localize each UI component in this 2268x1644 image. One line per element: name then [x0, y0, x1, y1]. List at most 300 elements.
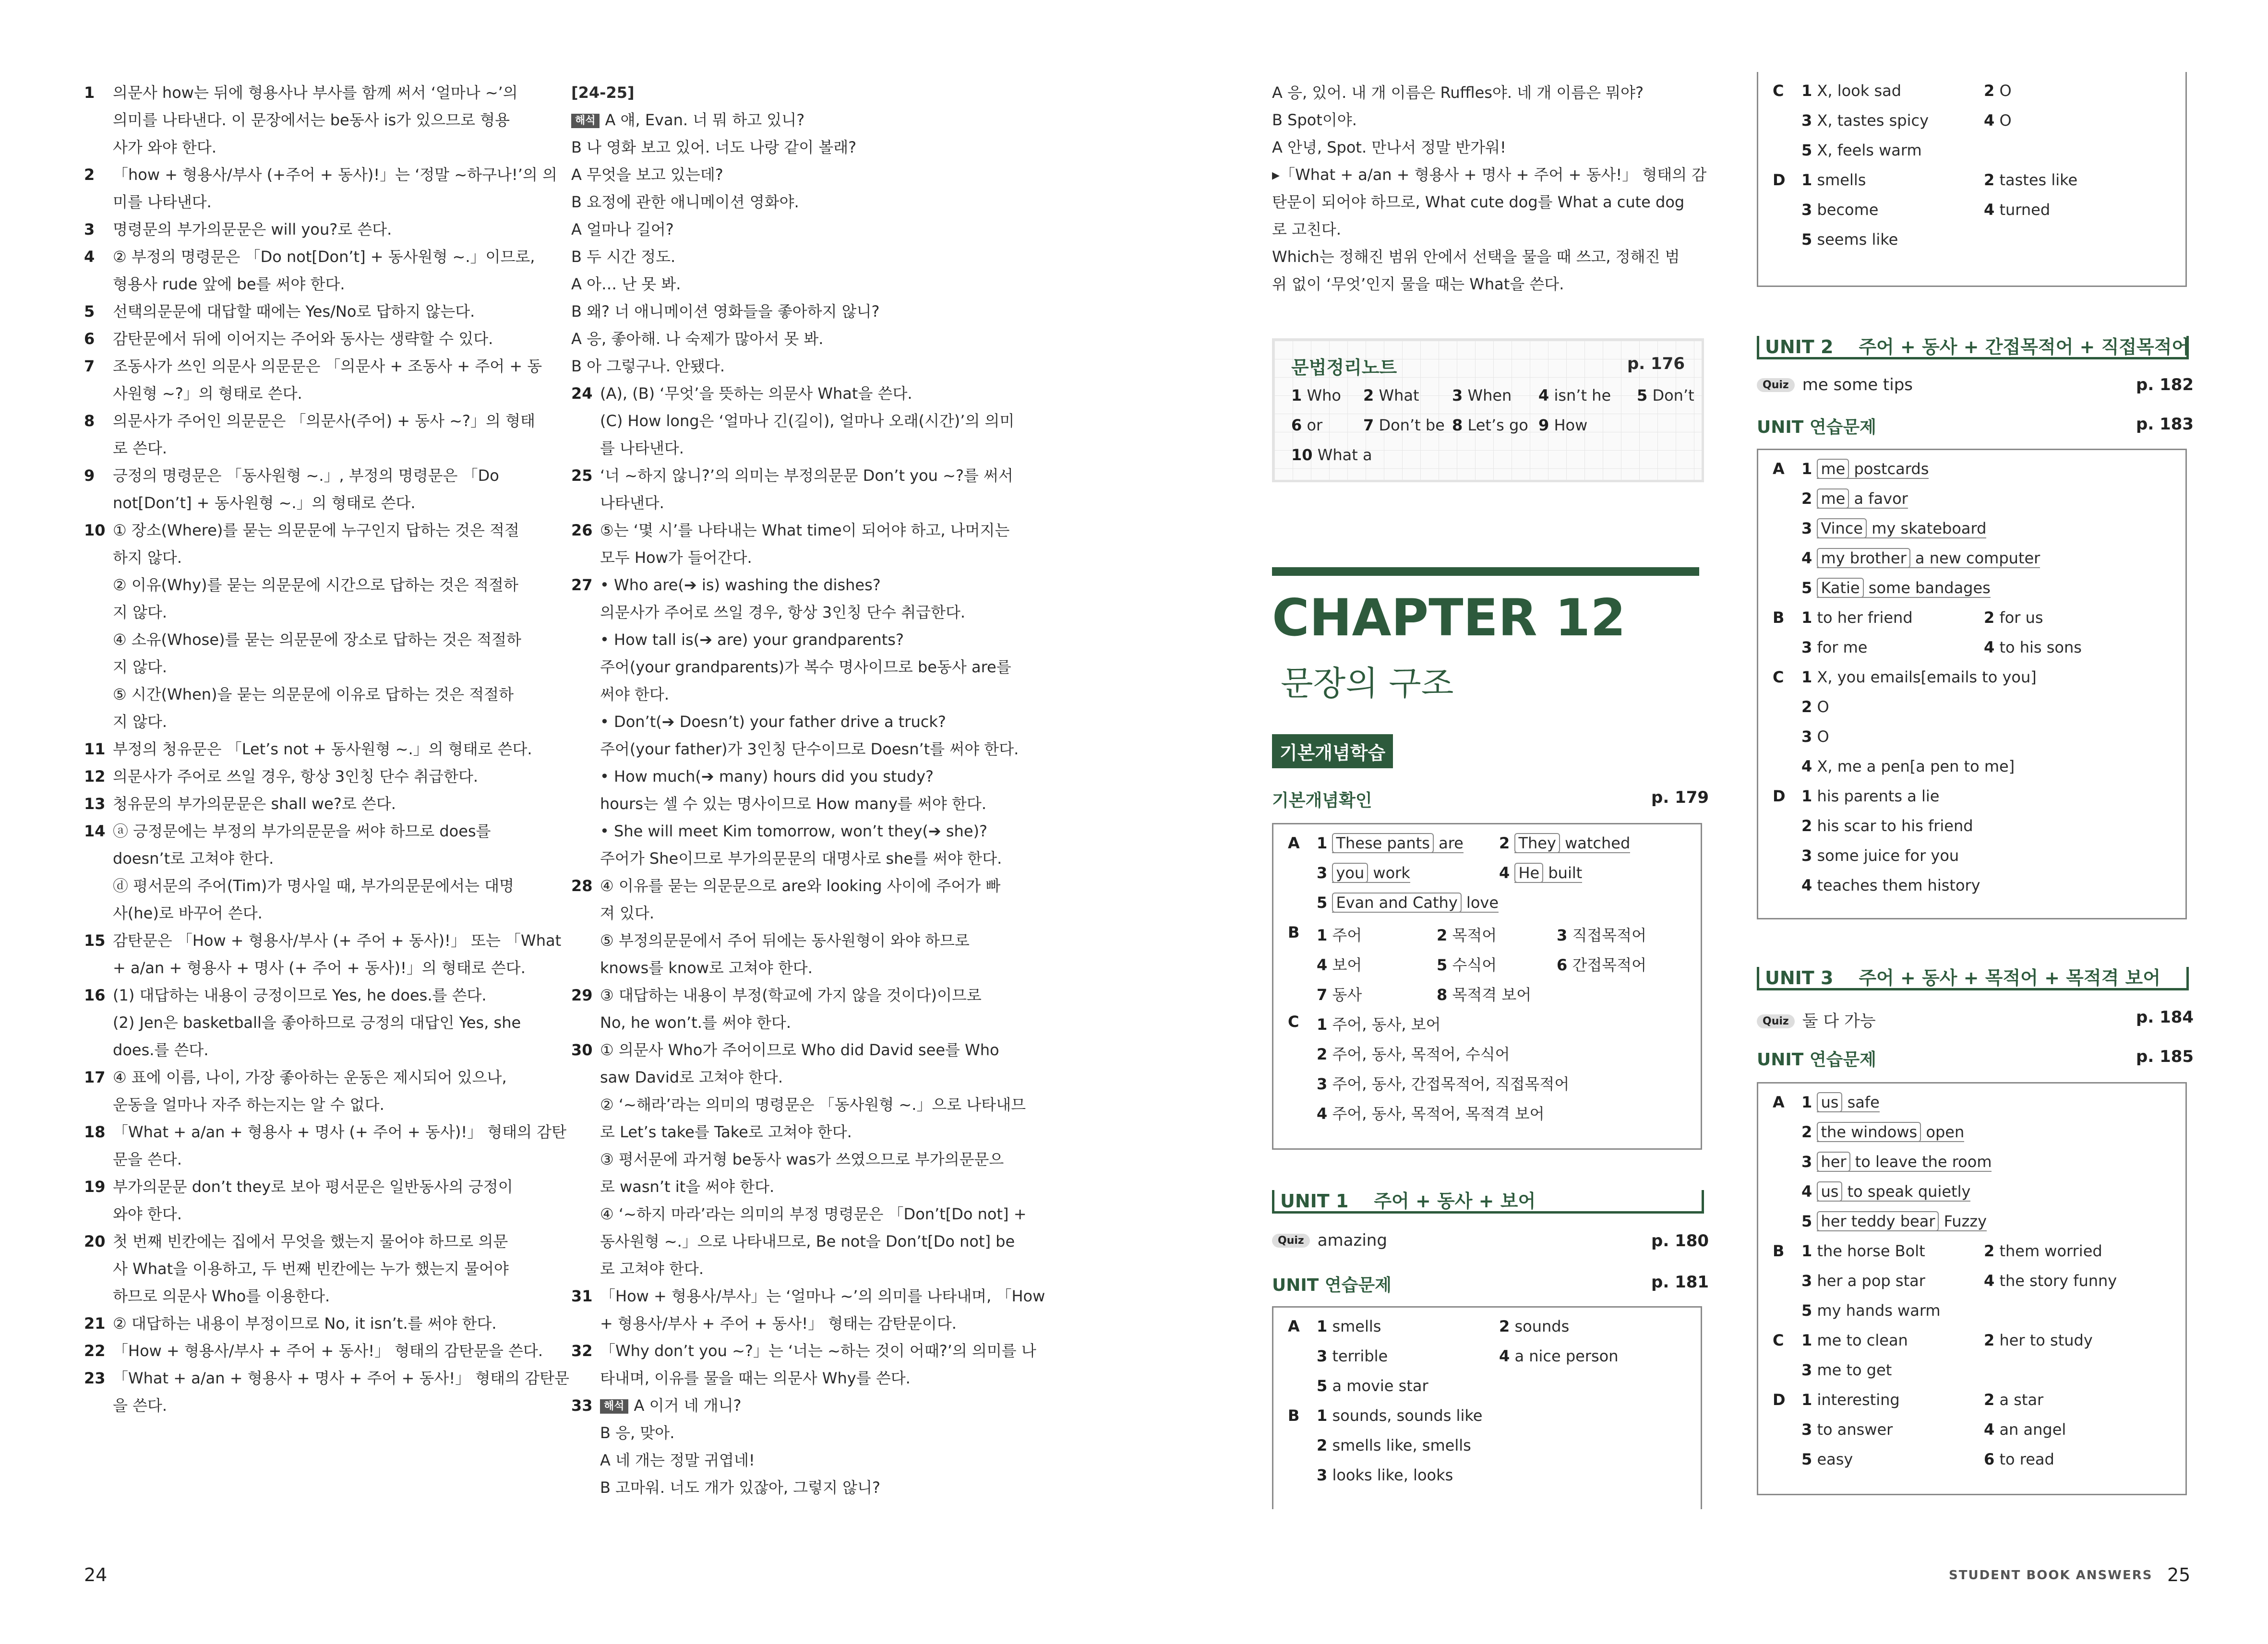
answer-line: 로 Let’s take를 Take로 고쳐야 한다. [600, 1123, 852, 1141]
answer-line: hours는 셀 수 있는 명사이므로 How many를 써야 한다. [600, 795, 987, 813]
answer-body [113, 982, 521, 1064]
underlined-answer [1817, 1182, 1970, 1202]
answer-number: 9 [84, 466, 95, 485]
item-number: 6 [1557, 956, 1568, 974]
item-number: 8 [1452, 416, 1463, 434]
answer-line: 조동사가 쓰인 의문사 의문문은 「의문사 + 조동사 + 주어 + 동 [113, 357, 542, 375]
answer-item [84, 353, 542, 407]
exercise-item [1801, 608, 1913, 627]
item-text: the story funny [1999, 1272, 2117, 1290]
answer-number: 14 [84, 822, 106, 840]
item-text: smells like, smells [1332, 1436, 1471, 1454]
answer-body [600, 1337, 1036, 1392]
item-text: to his sons [1999, 638, 2082, 656]
exercise-item [1984, 1391, 2043, 1409]
exercise-item [1801, 1272, 1925, 1290]
exercise-item [1801, 638, 1867, 656]
underlined-answer [1332, 834, 1463, 853]
grammar-summary-item [1538, 386, 1611, 405]
answer-number: 10 [84, 521, 106, 539]
item-text: a movie star [1332, 1377, 1428, 1395]
item-text: smells [1817, 171, 1866, 189]
item-text: 주어, 동사, 간접목적어, 직접목적어 [1332, 1075, 1570, 1093]
answer-line: 지 않다. [113, 658, 168, 676]
answer-line: 주어가 She이므로 부가의문문의 대명사로 she를 써야 한다. [600, 849, 1002, 868]
item-number: 6 [1984, 1450, 1995, 1468]
answer-body [600, 872, 1010, 982]
item-number: 3 [1317, 1347, 1328, 1365]
answer-number: 24 [571, 384, 593, 403]
item-text: them worried [1999, 1242, 2102, 1260]
answer-body [113, 353, 542, 407]
item-text: her to study [1999, 1331, 2093, 1349]
answer-line: 의문사가 주어인 의문문은 「의문사(주어) + 동사 ~?」의 형태 [113, 412, 535, 430]
underlined-answer [1514, 834, 1630, 853]
exercise-letter-C: C [1773, 668, 1784, 686]
item-text: for us [1999, 608, 2043, 627]
answer-number: 28 [571, 877, 593, 895]
answer-line: 명령문의 부가의문문은 will you?로 쓴다. [113, 220, 392, 238]
item-text: What a [1317, 446, 1372, 464]
item-text: X, feels warm [1817, 141, 1922, 159]
quiz-badge: Quiz [1757, 378, 1795, 392]
dialog-line: ▸「What + a/an + 형용사 + 명사 + 주어 + 동사!」 형태의 감 [1272, 166, 1707, 184]
verb-text: safe [1847, 1093, 1880, 1111]
underlined-answer [1817, 1212, 1987, 1231]
boxed-subject: They [1514, 833, 1560, 853]
item-text: 보어 [1332, 956, 1362, 974]
item-text: 주어, 동사, 목적어, 목적격 보어 [1332, 1105, 1545, 1123]
item-text: terrible [1332, 1347, 1388, 1365]
unit1-practice-page: p. 181 [1651, 1273, 1709, 1292]
dialog-line: 로 고친다. [1272, 220, 1341, 238]
underlined-answer [1332, 864, 1410, 883]
boxed-subject: my brother [1817, 548, 1910, 568]
exercise-item [1557, 953, 1646, 975]
item-number: 4 [1499, 1347, 1510, 1365]
answer-number: 33 [571, 1396, 593, 1415]
answer-item [84, 1310, 516, 1337]
answer-line: ⑤ 부정의문문에서 주어 뒤에는 동사원형이 와야 하므로 [600, 931, 970, 950]
answer-item [84, 298, 516, 325]
dialog-line: Which는 정해진 범위 안에서 선택을 물을 때 쓰고, 정해진 범 [1272, 248, 1680, 266]
answer-line: does.를 쓴다. [113, 1041, 209, 1059]
answer-item [571, 1392, 1010, 1501]
answer-line: 첫 번째 빈칸에는 집에서 무엇을 했는지 물어야 하므로 의문 [113, 1232, 508, 1251]
unit1-quiz [1272, 1231, 1387, 1250]
answer-line: knows를 know로 고쳐야 한다. [600, 959, 813, 977]
verb-text: a favor [1854, 489, 1908, 508]
item-number: 10 [1291, 446, 1313, 464]
answer-line: ② 이유(Why)를 묻는 의문문에 시간으로 답하는 것은 적절하 [113, 576, 518, 594]
exercise-item [1801, 1361, 1892, 1379]
item-number: 3 [1801, 1272, 1812, 1290]
answer-line: ⑤ 시간(When)을 묻는 의문문에 이유로 답하는 것은 적절하 [113, 685, 514, 703]
quiz-badge: Quiz [1272, 1234, 1310, 1248]
answer-item [84, 325, 516, 353]
underlined-answer [1332, 893, 1499, 913]
answer-line: ① 의문사 Who가 주어이므로 Who did David see를 Who [600, 1041, 999, 1059]
underlined-answer [1817, 549, 2040, 568]
answer-item [84, 1119, 567, 1173]
item-number: 1 [1291, 386, 1302, 405]
answer-line: ④ 표에 이름, 나이, 가장 좋아하는 운동은 제시되어 있으나, [113, 1068, 507, 1086]
verb-text: are [1439, 834, 1464, 852]
answer-line: 로 쓴다. [113, 439, 168, 457]
item-number: 2 [1363, 386, 1374, 405]
answer-line: ① 장소(Where)를 묻는 의문문에 누구인지 답하는 것은 적절 [113, 521, 519, 539]
item-number: 1 [1317, 1317, 1328, 1335]
item-number: 3 [1801, 111, 1812, 130]
exercise-letter-B: B [1288, 1406, 1300, 1425]
exercise-item [1317, 864, 1410, 882]
item-number: 1 [1801, 787, 1812, 805]
answer-line: 을 쓴다. [113, 1396, 168, 1415]
boxed-subject: Vince [1817, 518, 1867, 538]
answer-number: 20 [84, 1232, 106, 1251]
answer-line: ③ 대답하는 내용이 부정(학교에 가지 않을 것이다)이므로 [600, 986, 982, 1004]
answer-item [84, 407, 535, 462]
item-text: isn’t he [1554, 386, 1611, 405]
verb-text: love [1466, 893, 1499, 912]
item-number: 6 [1291, 416, 1302, 434]
answer-line: 감탄문에서 뒤에 이어지는 주어와 동사는 생략할 수 있다. [113, 330, 493, 348]
answer-body [113, 1119, 566, 1173]
exercise-item [1801, 549, 2040, 567]
item-text: easy [1817, 1450, 1853, 1468]
answer-number: 26 [571, 521, 593, 539]
answer-line: 로 wasn’t it을 써야 한다. [600, 1178, 775, 1196]
grammar-summary-box [1272, 338, 1704, 482]
answer-item [571, 1283, 1045, 1337]
item-number: 2 [1984, 1391, 1995, 1409]
item-number: 1 [1317, 834, 1328, 852]
unit2-subtitle: 주어 + 동사 + 간접목적어 + 직접목적어 [1859, 336, 2190, 357]
unit3-header [1757, 967, 2189, 990]
exercise-item [1499, 834, 1630, 852]
exercise-item [1984, 608, 2043, 627]
dialog-line: A 응, 있어. 내 개 이름은 Ruffles야. 네 개 이름은 뭐야? [1272, 83, 1644, 102]
exercise-item [1801, 757, 2015, 775]
grammar-summary-item [1637, 386, 1694, 405]
exercise-item [1984, 1450, 2054, 1468]
answer-line: 「How + 형용사/부사」는 ‘얼마나 ~’의 의미를 나타내며, 「How [600, 1287, 1045, 1305]
answer-line: ④ ‘~하지 마라’라는 의미의 부정 명령문은 「Don’t[Do not] + [600, 1205, 1027, 1223]
exercise-letter-A: A [1773, 1093, 1785, 1111]
answer-line: (C) How long은 ‘얼마나 긴(길이), 얼마나 오래(시간)’의 의미 [600, 412, 1015, 430]
item-number: 2 [1801, 817, 1812, 835]
item-number: 4 [1801, 549, 1812, 567]
item-number: 2 [1317, 1045, 1328, 1063]
item-text: X, tastes spicy [1817, 111, 1929, 130]
item-number: 2 [1984, 171, 1995, 189]
dialog-line: B Spot이야. [1272, 111, 1357, 129]
unit3-subtitle: 주어 + 동사 + 목적어 + 목적격 보어 [1859, 967, 2160, 989]
exercise-letter-B: B [1288, 923, 1300, 941]
answer-line: ② 대답하는 내용이 부정이므로 No, it isn’t.를 써야 한다. [113, 1314, 497, 1333]
answer-body [113, 298, 516, 325]
exercise-letter-A: A [1288, 834, 1300, 852]
item-text: O [1999, 82, 2012, 100]
unit1-quiz-answer: amazing [1317, 1231, 1387, 1250]
exercise-item [1801, 668, 2037, 686]
footer-label: STUDENT BOOK ANSWERS [1949, 1568, 2153, 1583]
item-number: 1 [1801, 1242, 1812, 1260]
verb-text: built [1548, 864, 1583, 882]
answer-item [84, 517, 521, 736]
answer-line: + a/an + 형용사 + 명사 (+ 주어 + 동사)!」의 형태로 쓴다. [113, 959, 526, 977]
answer-number: 32 [571, 1342, 593, 1360]
exercise-item [1801, 579, 1991, 597]
exercise-item [1984, 1272, 2117, 1290]
answer-item [571, 380, 1015, 462]
item-number: 5 [1801, 230, 1812, 249]
exercise-item [1984, 1242, 2102, 1260]
exercise-item [1984, 111, 2012, 130]
answer-line: B 고마워. 너도 개가 있잖아, 그렇지 않니? [600, 1478, 880, 1497]
item-text: What [1379, 386, 1419, 405]
item-number: 3 [1801, 638, 1812, 656]
item-number: 3 [1317, 1466, 1328, 1484]
exercise-letter-C: C [1773, 82, 1784, 100]
answer-line: • She will meet Kim tomorrow, won’t they(➔ she)? [600, 822, 987, 840]
grammar-summary-page: p. 176 [1627, 354, 1685, 373]
dialog-line: 탄문이 되어야 하므로, What cute dog를 What a cute dog [1272, 193, 1685, 211]
exercise-item [1801, 230, 1898, 249]
exercise-item [1317, 834, 1464, 852]
item-number: 2 [1499, 1317, 1510, 1335]
answer-number: 15 [84, 931, 106, 950]
answer-number: 16 [84, 986, 106, 1004]
boxed-subject: us [1817, 1092, 1842, 1112]
verb-text: a new computer [1915, 549, 2040, 567]
exercise-item [1317, 923, 1362, 945]
answer-line: 부정의 청유문은 「Let’s not + 동사원형 ~.」의 형태로 쓴다. [113, 740, 532, 758]
dialog-line: B 아 그렇구나. 안됐다. [571, 357, 725, 375]
answer-line: 사 What을 이용하고, 두 번째 빈칸에는 누가 했는지 물어야 [113, 1260, 509, 1278]
item-number: 2 [1801, 1123, 1812, 1141]
item-text: sounds, sounds like [1332, 1406, 1483, 1425]
dialog-continuation [1272, 79, 1707, 298]
item-text: O [1817, 727, 1829, 746]
item-number: 3 [1801, 1153, 1812, 1171]
section-header-24-25: [24-25] [571, 83, 635, 102]
answer-item [571, 1036, 1027, 1283]
verb-text: work [1373, 864, 1410, 882]
answer-body [113, 790, 516, 818]
chapter-subtitle: 문장의 구조 [1281, 664, 1454, 703]
underlined-answer [1817, 1093, 1879, 1112]
exercise-letter-D: D [1773, 787, 1786, 805]
item-number: 2 [1317, 1436, 1328, 1454]
answer-number: 23 [84, 1369, 106, 1387]
exercise-item [1801, 460, 1929, 478]
item-number: 1 [1801, 460, 1812, 478]
grammar-summary-item [1363, 416, 1445, 434]
exercise-item [1317, 1013, 1441, 1035]
item-number: 4 [1499, 864, 1510, 882]
item-number: 2 [1984, 1242, 1995, 1260]
answer-body [113, 1337, 543, 1365]
answer-line: ④ 이유를 묻는 의문문으로 are와 looking 사이에 주어가 빠 [600, 877, 1001, 895]
translation-tag: 해석 [571, 114, 600, 128]
answer-line: 와야 한다. [113, 1205, 182, 1223]
item-text: a nice person [1514, 1347, 1619, 1365]
item-number: 5 [1437, 956, 1448, 974]
exercise-item [1801, 141, 1922, 159]
answer-number: 21 [84, 1314, 106, 1333]
answer-body [113, 927, 561, 982]
item-number: 5 [1801, 1450, 1812, 1468]
exercise-item [1801, 1212, 1987, 1230]
grammar-summary-item [1363, 386, 1419, 405]
answer-line: 부가의문문 don’t they로 보아 평서문은 일반동사의 긍정이 [113, 1178, 513, 1196]
unit1-practice-box-continued [1757, 72, 2187, 287]
answer-body [600, 380, 1014, 462]
answer-line: 긍정의 명령문은 「동사원형 ~.」, 부정의 명령문은 「Do [113, 466, 499, 485]
answer-body [113, 736, 532, 763]
answer-item [84, 79, 516, 161]
exercise-item [1801, 727, 1829, 746]
item-text: an angel [1999, 1420, 2066, 1439]
basic-concept-badge: 기본개념학습 [1272, 734, 1393, 768]
dialog-line: B 요정에 관한 애니메이션 영화야. [571, 193, 799, 211]
unit2-practice-box [1757, 449, 2187, 919]
item-text: smells [1332, 1317, 1381, 1335]
answer-line: 사원형 ~?」의 형태로 쓴다. [113, 384, 302, 403]
answer-body [600, 517, 1010, 572]
item-number: 2 [1499, 834, 1510, 852]
answer-line: 「How + 형용사/부사 + 주어 + 동사!」 형태의 감탄문을 쓴다. [113, 1342, 543, 1360]
answer-number: 4 [84, 248, 95, 266]
dialog-line-text: A 얘, Evan. 너 뭐 하고 있니? [605, 111, 805, 129]
answer-line: 문을 쓴다. [113, 1150, 182, 1168]
right-column-1 [1272, 79, 1707, 298]
answer-line: 지 않다. [113, 603, 168, 621]
unit2-quiz-page: p. 182 [2136, 375, 2194, 394]
item-text: 주어, 동사, 목적어, 수식어 [1332, 1045, 1510, 1063]
exercise-item [1801, 82, 1901, 100]
underlined-answer [1817, 1153, 1992, 1172]
boxed-subject: us [1817, 1181, 1842, 1202]
answer-line: (1) 대답하는 내용이 긍정이므로 Yes, he does.를 쓴다. [113, 986, 487, 1004]
answer-line: 주어(your father)가 3인칭 단수이므로 Doesn’t를 써야 한다. [600, 740, 1019, 758]
answer-item [84, 927, 562, 982]
exercise-item [1317, 1466, 1453, 1484]
item-text: interesting [1817, 1391, 1900, 1409]
unit3-practice-box [1757, 1082, 2187, 1495]
dialog-line: A 얼마나 길어? [571, 220, 674, 238]
item-number: 3 [1801, 727, 1812, 746]
unit2-practice-title: UNIT 연습문제 [1757, 417, 1876, 437]
item-number: 1 [1317, 1406, 1328, 1425]
boxed-subject: Katie [1817, 578, 1863, 598]
answer-item [84, 1337, 543, 1365]
answer-body [600, 1283, 1045, 1337]
verb-text: watched [1565, 834, 1631, 852]
exercise-item [1801, 876, 1980, 894]
answer-line: 사가 와야 한다. [113, 138, 216, 156]
item-text: looks like, looks [1332, 1466, 1453, 1484]
boxed-subject: me [1817, 488, 1849, 509]
item-number: 2 [1984, 608, 1995, 627]
concept-check-page: p. 179 [1651, 788, 1709, 807]
grammar-summary-item [1452, 416, 1528, 434]
item-text: 수식어 [1452, 956, 1497, 974]
item-text: X, look sad [1817, 82, 1902, 100]
answer-line: ⓓ 평서문의 주어(Tim)가 명사일 때, 부가의문문에서는 대명 [113, 877, 514, 895]
item-text: become [1817, 201, 1879, 219]
unit3-practice-page: p. 185 [2136, 1047, 2194, 1066]
verb-text: my skateboard [1872, 519, 1987, 537]
item-number: 4 [1317, 956, 1328, 974]
dialog-translation [571, 107, 1010, 380]
item-number: 5 [1801, 579, 1812, 597]
grammar-summary-item [1291, 446, 1372, 464]
dialog-line: A 무엇을 보고 있는데? [571, 166, 723, 184]
answer-body [600, 572, 1019, 872]
answer-line: 를 나타낸다. [600, 439, 684, 457]
unit3-quiz-answer: 둘 다 가능 [1802, 1012, 1876, 1031]
answer-number: 22 [84, 1342, 106, 1360]
exercise-item [1801, 846, 1959, 865]
item-text: to her friend [1817, 608, 1913, 627]
answer-item [84, 1365, 569, 1419]
item-text: 목적격 보어 [1452, 986, 1532, 1004]
exercise-item [1984, 201, 2050, 219]
item-number: 4 [1984, 201, 1995, 219]
answer-line: • Who are(➔ is) washing the dishes? [600, 576, 881, 594]
answer-line: • Don’t(➔ Doesn’t) your father drive a truck? [600, 713, 946, 731]
answer-item [84, 736, 532, 763]
exercise-letter-A: A [1288, 1317, 1300, 1335]
answer-number: 29 [571, 986, 593, 1004]
item-number: 5 [1317, 1377, 1328, 1395]
underlined-answer [1817, 579, 1990, 598]
item-text: Don’t [1652, 386, 1694, 405]
boxed-subject: you [1332, 863, 1368, 883]
dialog-line: B 왜? 너 애니메이션 영화들을 좋아하지 않니? [571, 302, 880, 321]
item-number: 4 [1317, 1105, 1328, 1123]
item-number: 1 [1801, 82, 1812, 100]
item-text: 주어, 동사, 보어 [1332, 1015, 1441, 1034]
unit1-subtitle: 주어 + 동사 + 보어 [1374, 1191, 1536, 1212]
answer-line: ③ 평서문에 과거형 be동사 was가 쓰였으므로 부가의문문으 [600, 1150, 1004, 1168]
item-number: 1 [1317, 1015, 1328, 1034]
exercise-item [1801, 171, 1866, 189]
exercise-item [1801, 489, 1908, 508]
translation-tag: 해석 [600, 1399, 628, 1414]
item-text: Who [1307, 386, 1341, 405]
item-number: 5 [1801, 141, 1812, 159]
exercise-item [1984, 171, 2077, 189]
answer-line: 미를 나타낸다. [113, 193, 212, 211]
answer-line: 청유문의 부가의문문은 shall we?로 쓴다. [113, 795, 396, 813]
unit1-practice-box [1272, 1306, 1702, 1509]
answer-line: 「how + 형용사/부사 (+주어 + 동사)!」는 ‘정말 ~하구나!’의 의 [113, 166, 557, 184]
underlined-answer [1817, 519, 1986, 538]
dialog-line: B 나 영화 보고 있어. 너도 나랑 같이 볼래? [571, 138, 857, 156]
answer-item [84, 161, 557, 216]
answer-line: ④ 소유(Whose)를 묻는 의문문에 장소로 답하는 것은 적절하 [113, 631, 521, 649]
answer-line: 의미를 나타낸다. 이 문장에서는 be동사 is가 있으므로 형용 [113, 111, 510, 129]
answer-line: 하므로 의문사 Who를 이용한다. [113, 1287, 330, 1305]
boxed-subject: her [1817, 1152, 1850, 1172]
exercise-letter-B: B [1773, 608, 1785, 627]
answer-item [84, 1064, 516, 1119]
exercise-item [1557, 923, 1646, 945]
answer-body [600, 982, 1010, 1036]
